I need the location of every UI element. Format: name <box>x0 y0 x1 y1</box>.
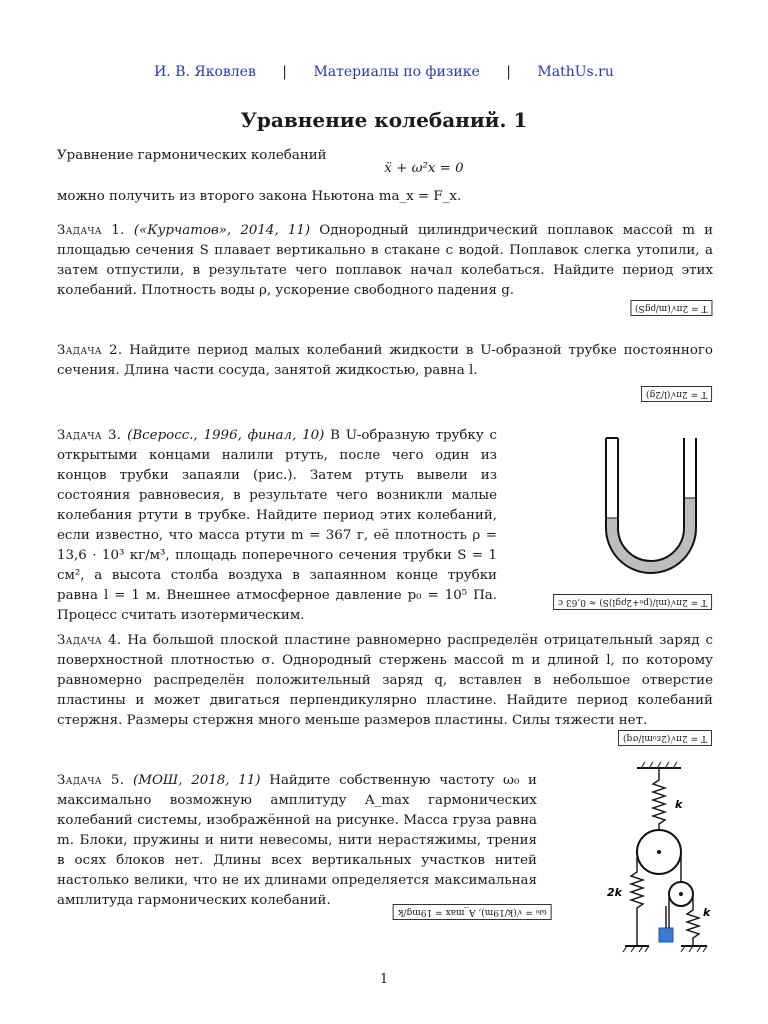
task-5 <box>57 771 537 911</box>
label-k-right: k <box>703 906 711 919</box>
task-label: Задача 3. <box>57 428 122 443</box>
task-4-answer: T = 2π√(2ε₀ml/σq) <box>618 730 712 746</box>
page-number: 1 <box>379 972 389 987</box>
task-4 <box>57 631 713 731</box>
task-1 <box>57 221 713 301</box>
task-label: Задача 2. <box>57 343 123 358</box>
u-tube-figure <box>578 428 724 588</box>
pulley-figure <box>595 760 725 960</box>
label-2k: 2k <box>607 886 622 899</box>
task-source: («Курчатов», 2014, 11) <box>133 223 311 238</box>
task-label: Задача 1. <box>57 223 125 238</box>
page-header <box>0 64 768 80</box>
task-source: (Всеросс., 1996, финал, 10) <box>127 428 325 443</box>
task-5-answer: ω₀ = √(k/19m), A_max = 19mg/k <box>393 904 552 920</box>
label-k-top: k <box>675 798 683 811</box>
task-1-answer: T = 2π√(m/ρgS) <box>630 300 712 316</box>
task-3 <box>57 426 497 626</box>
intro-line1: Уравнение гармонических колебаний <box>57 148 327 163</box>
task-label: Задача 4. <box>57 633 122 648</box>
task-text: Однородный цилиндрический поплавок массой m и площадью сечения S плавает вертикально в стакане с водой. Поплавок слегка утопили, а затем отпустили, в результате чего поплавок начал колебаться. Найдите период этих колебаний. Плотность воды ρ, ускорение свободного падения g. <box>57 223 714 298</box>
task-source: (МОШ, 2018, 11) <box>133 773 261 788</box>
task-text: На большой плоской пластине равномерно распределён отрицательный заряд с поверхностной плотностью σ. Однородный стержень массой m и длиной l, по которому равномерно распределён положительный заряд q, вставлен в небольшое отверстие пластины и может двигаться перпендикулярно пластине. Найдите период колебаний стержня. Размеры стержня много меньше размеров пластины. Силы тяжести нет. <box>57 633 714 728</box>
page-title: Уравнение колебаний. 1 <box>240 108 528 132</box>
intro-equation: ẍ + ω²x = 0 <box>384 161 464 176</box>
task-text: В U-образную трубку с открытыми концами налили ртуть, после чего один из концов трубки запаяли (рис.). Затем ртуть вывели из состояния равновесия, в результате чего возникли малые колебания ртути в трубке. Найдите период этих колебаний, если известно, что масса ртути m = 367 г, её плотность ρ = 13,6 · 10³ кг/м³, площадь поперечного сечения трубки S = 1 см², а высота столба воздуха в запаянном конце трубки равна l = 1 м. Внешнее атмосферное давление p₀ = 10⁵ Па. Процесс считать изотермическим. <box>57 428 498 623</box>
header-separator: | <box>506 64 511 80</box>
task-3-answer: T = 2π√(ml/(p₀+2ρgl)S) ≈ 0,63 с <box>553 594 712 610</box>
spring-left <box>631 864 643 924</box>
site-link[interactable]: MathUs.ru <box>537 64 614 80</box>
task-2 <box>57 341 713 381</box>
task-label: Задача 5. <box>57 773 125 788</box>
task-2-answer: T = 2π√(l/2g) <box>641 386 712 402</box>
intro-line2: можно получить из второго закона Ньютона ma_x = F_x. <box>57 189 462 204</box>
spring-right <box>687 906 699 946</box>
mass-block <box>659 928 673 942</box>
task-text: Найдите собственную частоту ω₀ и максимально возможную амплитуду A_max гармонических колебаний системы, изображённой на рисунке. Масса груза равна m. Блоки, пружины и нити невесомы, нити нерастяжимы, трения в осях блоков нет. Длины всех вертикальных участков нитей настолько велики, что не их длинами определяется максимальная амплитуда гармонических колебаний. <box>57 773 537 908</box>
header-separator: | <box>282 64 287 80</box>
task-text: Найдите период малых колебаний жидкости в U-образной трубке постоянного сечения. Длина части сосуда, занятой жидкостью, равна l. <box>57 343 713 378</box>
materials-link[interactable]: Материалы по физике <box>313 64 480 80</box>
tube-inner <box>618 438 684 561</box>
author-link[interactable]: И. В. Яковлев <box>154 64 256 80</box>
spring-top <box>653 768 665 838</box>
